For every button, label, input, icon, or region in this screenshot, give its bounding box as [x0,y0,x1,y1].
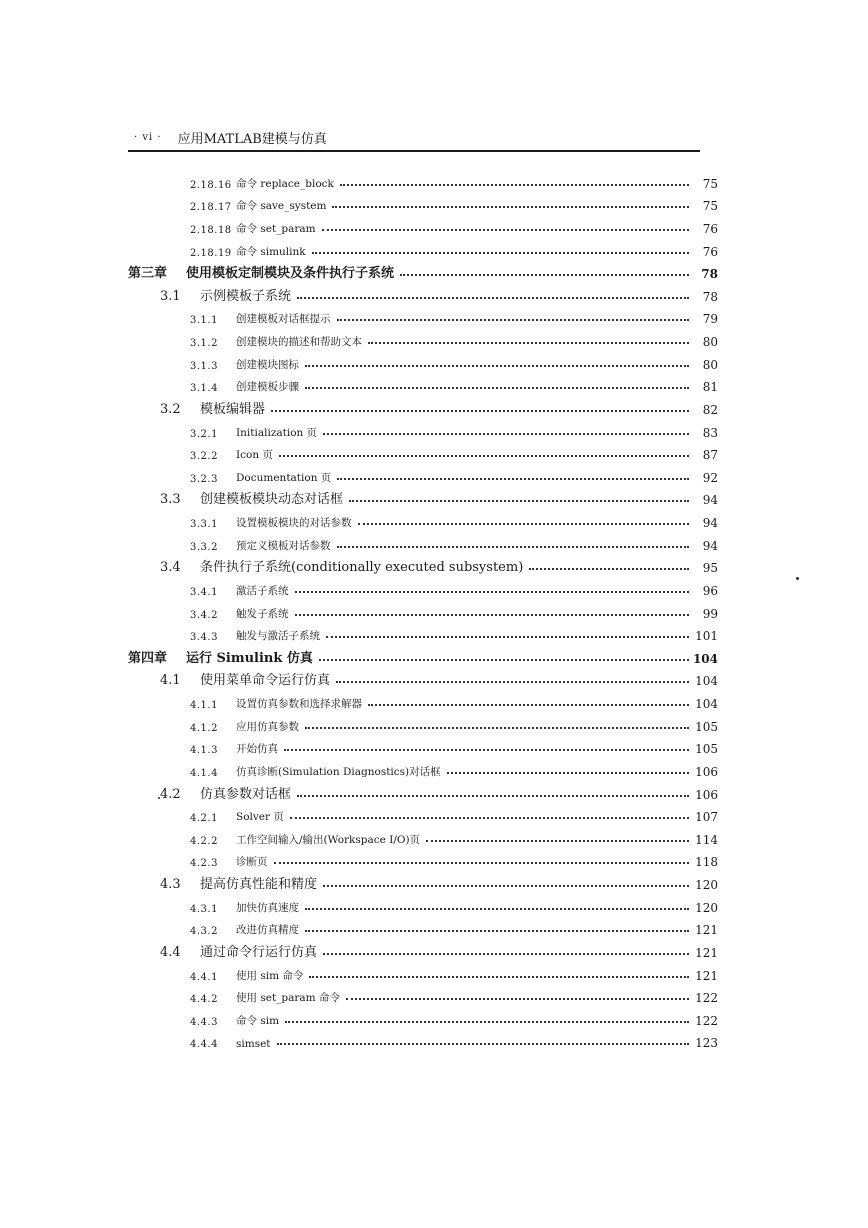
dot-leader [340,184,689,186]
toc-subsection-entry [128,191,718,214]
toc-entry-number: 3.3.1 [190,519,218,530]
toc-entry-page: 122 [695,1013,718,1028]
toc-entry-number: 4.4.2 [190,994,218,1006]
toc-section-entry [128,869,718,892]
dot-leader [309,976,689,978]
dot-leader [323,433,689,435]
toc-entry-title: 预定义模板对话参数 [236,539,331,552]
toc-entry-number: 3.1.3 [190,360,218,372]
toc-subsection-entry [128,326,718,349]
toc-entry-number: 第三章 [128,266,168,282]
dot-leader [336,681,689,683]
page-number-marker: · vi · [134,131,162,143]
toc-entry-page: 121 [695,923,718,938]
toc-entry-page: 87 [702,448,718,463]
toc-entry-number: 4.4.3 [190,1016,218,1028]
toc-entry-page: 104 [695,697,718,711]
toc-entry-title: 创建模块的描述和帮助文本 [236,336,362,348]
toc-chapter-entry [128,259,718,282]
toc-entry-number: 4.2.1 [190,813,218,825]
toc-entry-page: 104 [692,651,718,666]
toc-entry-page: 114 [695,832,718,847]
toc-subsection-entry [128,462,718,485]
toc-entry-number: 2.18.18 [190,224,232,236]
toc-subsection-entry [128,417,718,440]
toc-entry-number: 4.2.3 [190,858,218,870]
toc-entry-number: 3.1.4 [190,383,218,395]
toc-subsection-entry [128,688,718,711]
toc-entry-page: 120 [695,878,718,892]
dot-leader [337,319,690,321]
toc-section-entry [128,779,718,802]
toc-entry-page: 106 [695,764,718,779]
toc-entry-number: 3.2.1 [190,428,218,440]
dot-leader [323,885,689,887]
toc-entry-title: 仿真参数对话框 [200,786,292,802]
toc-entry-title: 命令 set_param [236,222,316,235]
toc-entry-title: 命令 save_system [236,200,327,213]
toc-entry-title: 创建模板步骤 [236,381,299,394]
toc-entry-page: 101 [695,629,718,644]
toc-subsection-entry [128,892,718,915]
toc-entry-page: 76 [702,244,718,259]
toc-entry-page: 80 [702,335,718,349]
toc-entry-title: 工作空间输入/输出(Workspace I/O)页 [236,833,421,846]
toc-entry-number: 4.3.1 [190,903,218,915]
toc-section-entry [128,666,718,689]
dot-leader [400,274,689,276]
dot-leader [279,455,689,457]
toc-entry-title: 激活子系统 [236,584,289,597]
toc-entry-title: 加快仿真速度 [236,901,299,914]
toc-entry-number: 4.1.2 [190,722,218,734]
toc-entry-title: Solver 页 [236,811,284,824]
toc-subsection-entry [128,711,718,734]
toc-section-entry [128,553,718,576]
toc-entry-title: 应用仿真参数 [236,720,299,733]
toc-entry-title: 改进仿真精度 [236,924,299,937]
dot-leader [337,478,689,480]
dot-leader [368,342,689,344]
toc-entry-title: 使用菜单命令运行仿真 [200,673,331,689]
toc-entry-page: 75 [702,176,718,191]
toc-entry-number: 4.1 [160,673,181,689]
toc-entry-title: 条件执行子系统(conditionally executed subsystem) [200,560,524,576]
toc-entry-page: 76 [702,221,718,236]
toc-entry-number: 4.4 [160,944,181,960]
toc-entry-page: 99 [702,606,718,621]
toc-entry-title: 通过命令行运行仿真 [200,944,318,960]
toc-entry-page: 120 [695,900,718,915]
toc-entry-number: 3.2 [160,401,181,417]
toc-chapter-entry [128,643,718,666]
toc-entry-title: 模板编辑器 [200,401,266,417]
toc-subsection-entry [128,734,718,757]
toc-entry-title: 创建模板对话框提示 [236,313,331,326]
dot-leader [297,297,689,299]
toc-entry-title: simset [236,1038,271,1051]
toc-entry-number: 4.3 [160,877,181,892]
toc-entry-page: 78 [701,267,718,282]
toc-entry-number: 3.4.2 [190,609,218,621]
toc-subsection-entry [128,824,718,847]
toc-entry-title: 使用 sim 命令 [236,969,304,982]
toc-subsection-entry [128,304,718,327]
toc-entry-page: 107 [695,810,718,825]
toc-entry-page: 104 [695,674,718,689]
toc-entry-number: 2.18.19 [190,247,232,259]
toc-entry-number: 3.3 [160,492,181,508]
toc-entry-page: 95 [702,561,718,576]
dot-leader [274,862,690,864]
toc-entry-number: 4.2 [160,786,181,802]
toc-entry-page: 105 [695,719,718,734]
dot-leader [346,998,689,1000]
toc-entry-title: 设置模板模块的对话参数 [236,517,352,529]
toc-entry-number: 3.3.2 [190,541,218,553]
toc-subsection-entry [128,440,718,463]
toc-entry-page: 81 [702,380,718,395]
running-header [128,126,698,148]
dot-leader [349,500,689,502]
dot-leader [295,614,690,616]
toc-entry-page: 122 [695,991,718,1006]
toc-entry-page: 82 [702,402,718,417]
toc-entry-number: 4.1.4 [190,767,218,779]
toc-entry-number: 第四章 [128,650,168,666]
toc-entry-number: 2.18.17 [190,202,232,214]
toc-entry-page: 121 [695,945,718,960]
toc-subsection-entry [128,575,718,598]
toc-entry-title: Initialization 页 [236,426,318,439]
toc-entry-number: 4.1.1 [190,700,218,711]
dot-leader [332,206,689,208]
toc-entry-title: 使用 set_param 命令 [236,992,340,1005]
toc-entry-page: 123 [695,1036,718,1051]
toc-entry-page: 94 [702,516,718,530]
toc-entry-number: 2.18.16 [190,179,232,191]
dot-leader [295,591,690,593]
toc-subsection-entry [128,213,718,236]
toc-entry-title: 创建模块图标 [236,358,299,371]
toc-subsection-entry [128,168,718,191]
toc-entry-title: 触发子系统 [236,607,289,620]
dot-leader [319,659,689,661]
dot-leader [337,546,690,548]
toc-entry-title: 诊断页 [236,856,268,869]
dot-leader [305,727,689,729]
dot-leader [529,568,689,570]
toc-entry-number: 3.1.1 [190,315,218,327]
toc-subsection-entry [128,507,718,530]
toc-entry-number: 3.4.3 [190,632,218,644]
book-title: 应用MATLAB建模与仿真 [177,131,327,147]
toc-subsection-entry [128,1028,718,1051]
toc-entry-title: 使用模板定制模块及条件执行子系统 [186,266,395,282]
toc-entry-number: 4.3.2 [190,926,218,938]
toc-entry-title: 仿真诊断(Simulation Diagnostics)对话框 [236,765,441,778]
dot-leader [284,749,689,751]
toc-entry-page: 79 [702,312,718,327]
dot-leader [426,840,689,842]
dot-leader [368,704,689,706]
dot-leader [277,1043,689,1045]
toc-entry-page: 80 [702,357,718,372]
toc-entry-title: Documentation 页 [236,471,332,484]
toc-entry-page: 106 [695,787,718,802]
toc-subsection-entry [128,802,718,825]
toc-entry-title: 触发与激活子系统 [236,630,320,643]
toc-subsection-entry [128,530,718,553]
dot-leader [305,908,689,910]
toc-entry-page: 94 [702,538,718,553]
dot-leader [358,523,690,525]
toc-subsection-entry [128,915,718,938]
dot-leader [271,410,689,412]
toc-subsection-entry [128,598,718,621]
toc-entry-page: 105 [695,742,718,757]
toc-subsection-entry [128,756,718,779]
toc-entry-number: 3.2.2 [190,451,218,463]
dot-leader [447,772,689,774]
toc-entry-title: 命令 sim [236,1014,280,1027]
toc-entry-page: 92 [702,470,718,485]
dot-leader [305,387,689,389]
toc-subsection-entry [128,621,718,644]
toc-section-entry [128,937,718,960]
table-of-contents [128,168,718,1050]
toc-entry-page: 75 [702,199,718,214]
toc-entry-number: 3.4.1 [190,586,218,598]
toc-entry-page: 78 [702,289,718,304]
toc-entry-number: 3.2.3 [190,473,218,485]
toc-entry-title: 命令 simulink [236,245,306,258]
toc-subsection-entry [128,236,718,259]
dot-leader [323,953,689,955]
toc-entry-number: 4.2.2 [190,835,218,847]
dot-leader [305,365,689,367]
toc-entry-page: 121 [695,968,718,983]
dot-leader [290,817,689,819]
toc-entry-title: 命令 replace_block [236,177,334,190]
toc-entry-title: Icon 页 [236,449,273,462]
toc-entry-number: 3.1 [160,288,181,304]
header-rule [128,150,700,152]
toc-subsection-entry [128,847,718,870]
dot-leader [312,252,689,254]
toc-entry-title: 开始仿真 [236,743,278,756]
dot-leader [322,229,689,231]
toc-entry-number: 4.4.4 [190,1039,218,1051]
toc-entry-title: 提高仿真性能和精度 [200,877,318,892]
toc-section-entry [128,394,718,417]
toc-entry-title: 运行 Simulink 仿真 [186,650,313,666]
toc-entry-number: 4.4.1 [190,971,218,983]
dot-leader [326,636,689,638]
toc-section-entry [128,281,718,304]
toc-entry-title: 创建模板模块动态对话框 [200,492,344,508]
toc-entry-page: 96 [702,583,718,598]
toc-subsection-entry [128,1005,718,1028]
dot-leader [305,930,689,932]
toc-entry-number: 3.1.2 [190,338,218,349]
toc-subsection-entry [128,372,718,395]
toc-subsection-entry [128,983,718,1006]
scan-speck [796,577,799,580]
toc-entry-page: 118 [695,855,718,870]
toc-entry-number: 3.4 [160,560,181,576]
toc-section-entry [128,485,718,508]
toc-entry-page: 94 [702,493,718,508]
toc-subsection-entry [128,960,718,983]
toc-subsection-entry [128,349,718,372]
dot-leader [285,1021,689,1023]
dot-leader [297,795,689,797]
scan-speck [158,797,160,799]
toc-entry-number: 4.1.3 [190,745,218,757]
toc-entry-page: 83 [702,425,718,440]
toc-entry-title: 示例模板子系统 [200,288,292,304]
toc-entry-title: 设置仿真参数和选择求解器 [236,698,362,710]
